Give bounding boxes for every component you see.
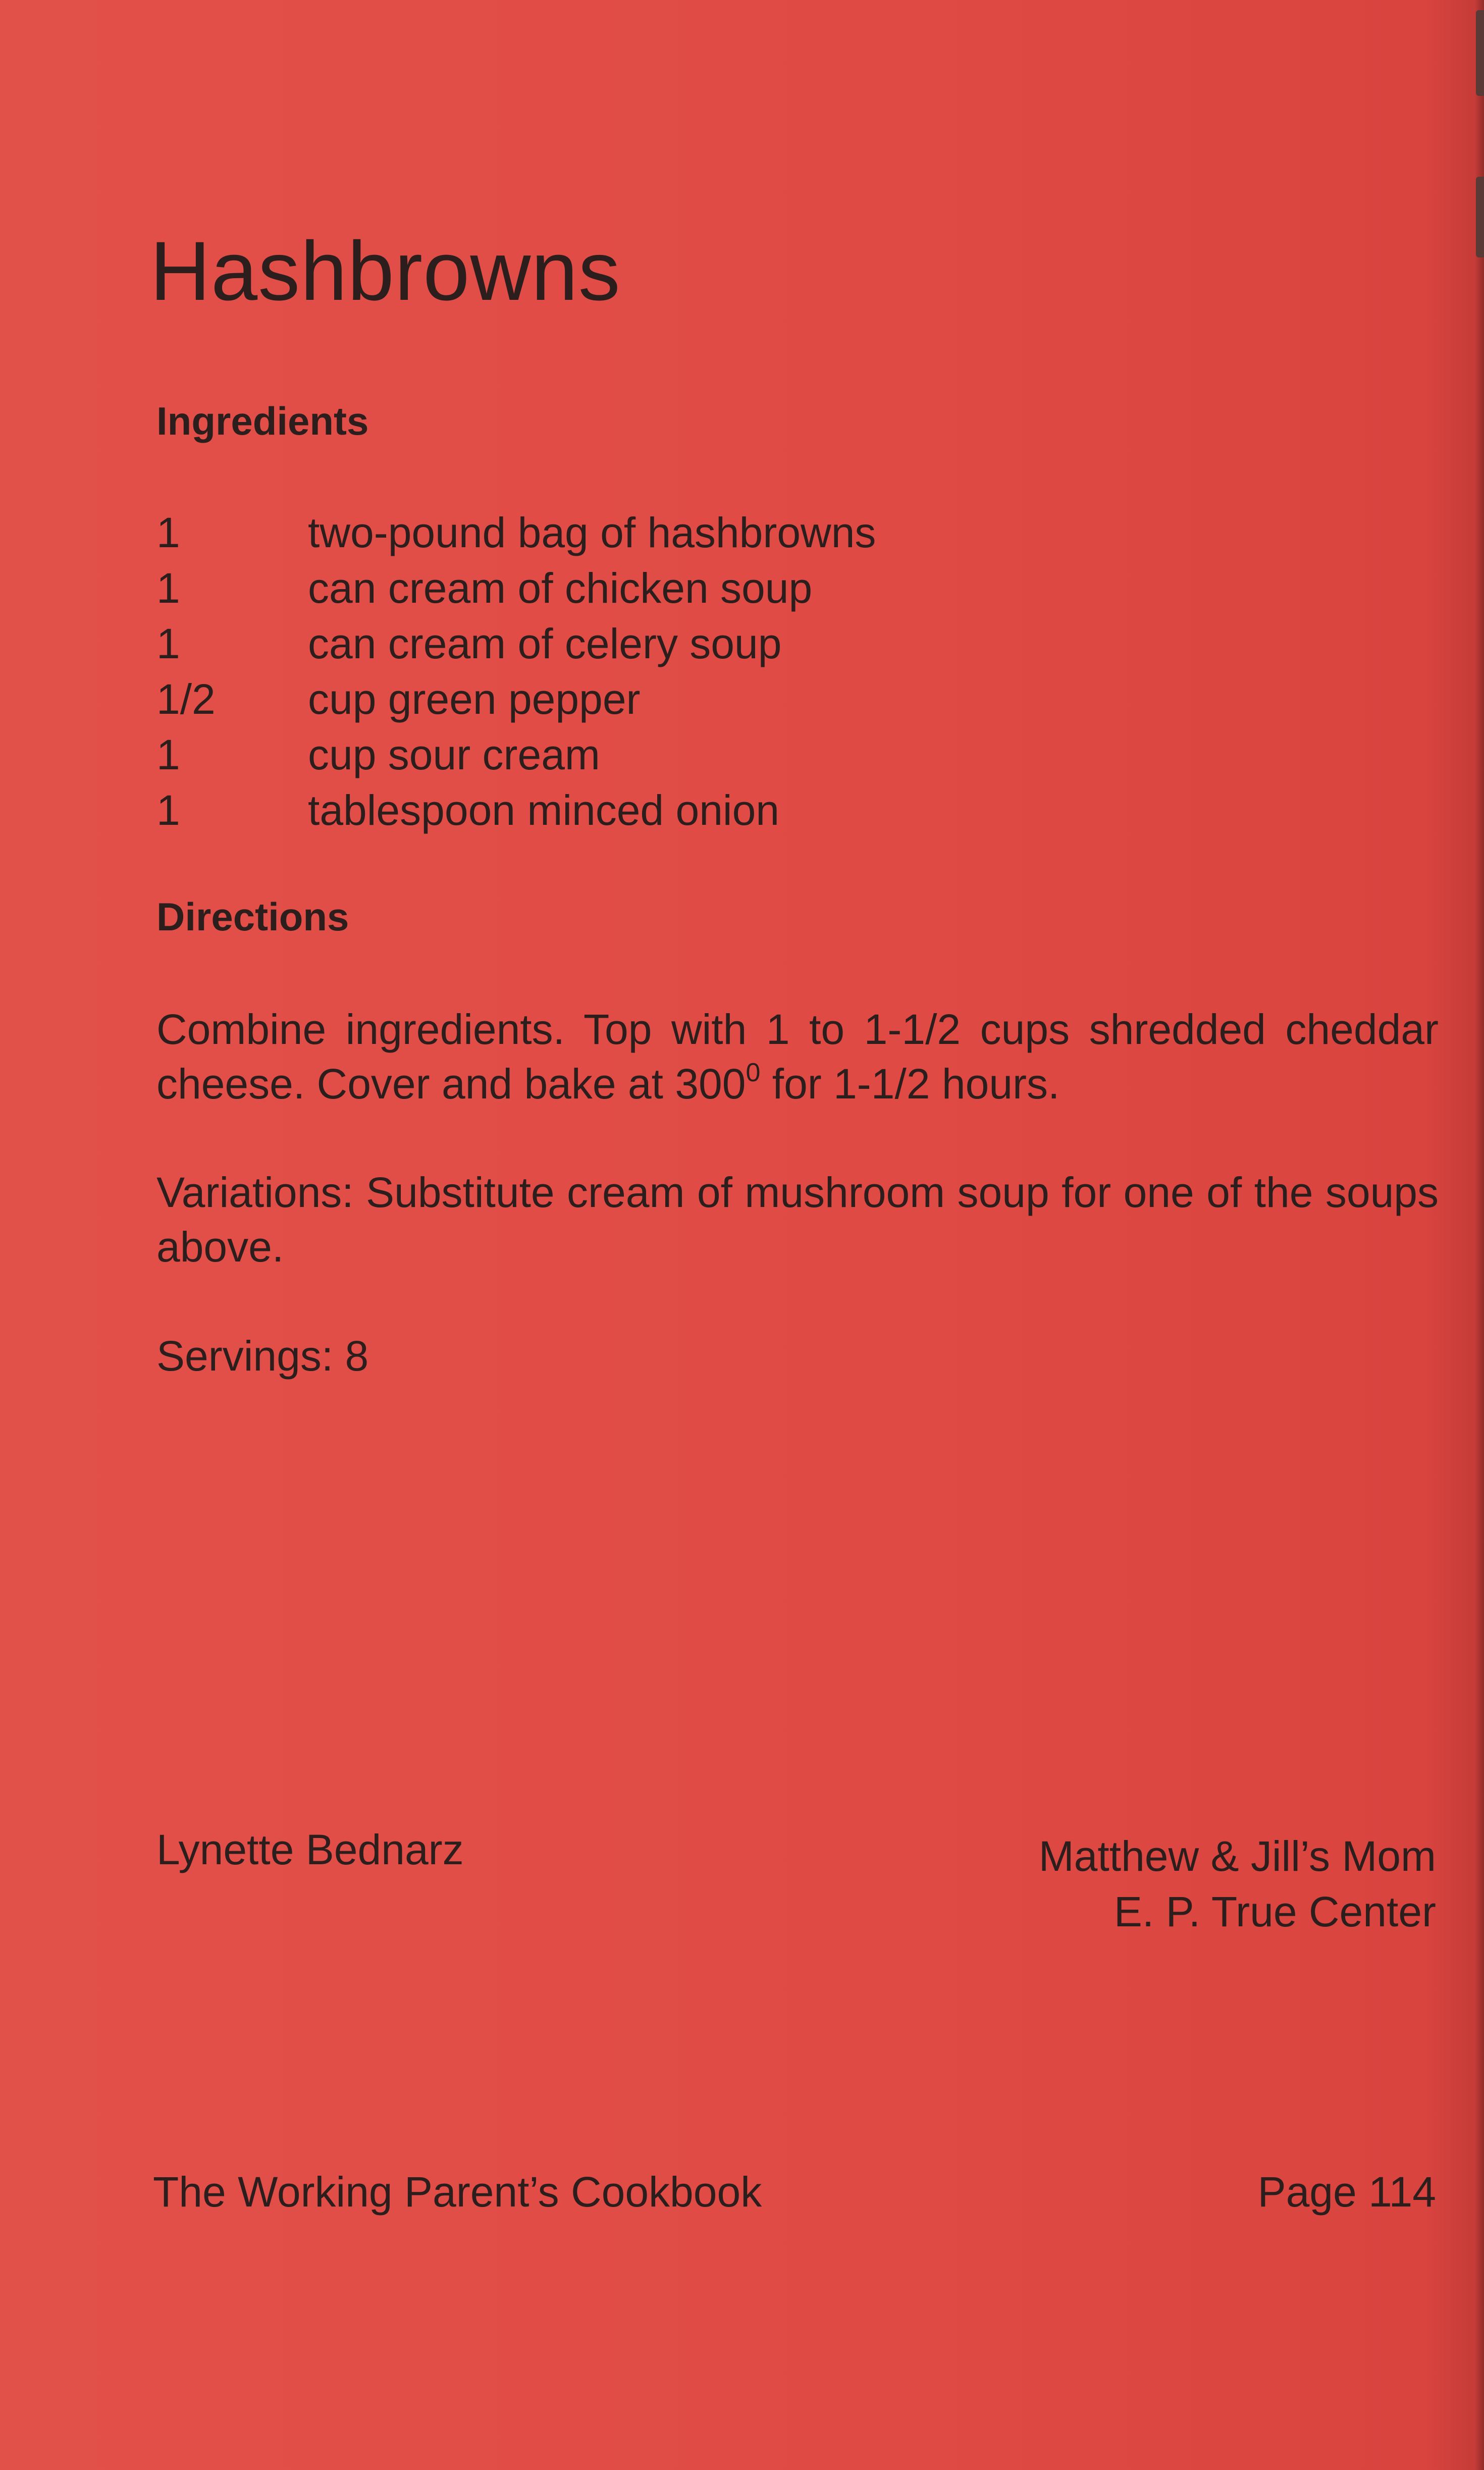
recipe-title: Hashbrowns xyxy=(150,225,621,318)
ingredient-item: two-pound bag of hashbrowns xyxy=(308,509,876,556)
ingredients-list xyxy=(156,505,876,838)
affiliation-line: E. P. True Center xyxy=(1114,1888,1436,1935)
ingredient-quantity: 1 xyxy=(156,509,180,556)
contributor-affiliation xyxy=(1039,1828,1436,1939)
page-number: Page 114 xyxy=(1257,2168,1436,2216)
ingredient-row xyxy=(156,505,876,560)
directions-text xyxy=(156,1002,1439,1111)
ingredient-row xyxy=(156,616,876,671)
ingredient-quantity: 1 xyxy=(156,564,180,612)
ingredient-quantity: 1 xyxy=(156,731,180,778)
directions-heading: Directions xyxy=(156,895,349,939)
binding-notch xyxy=(1476,10,1484,96)
ingredient-quantity: 1 xyxy=(156,786,180,834)
binding-notch xyxy=(1476,177,1484,257)
servings-text: Servings: 8 xyxy=(156,1332,369,1380)
ingredient-item: tablespoon minced onion xyxy=(308,786,780,834)
affiliation-line: Matthew & Jill’s Mom xyxy=(1038,1832,1436,1880)
directions-main: Combine ingredients. Top with 1 to 1-1/2 cups shredded cheddar cheese. Cover and bake at 300 xyxy=(156,1006,1439,1108)
ingredient-row xyxy=(156,671,876,727)
ingredient-row xyxy=(156,727,876,782)
ingredient-quantity: 1/2 xyxy=(156,675,216,723)
ingredient-row xyxy=(156,782,876,838)
binding-edge xyxy=(1475,0,1484,2470)
contributor-name: Lynette Bednarz xyxy=(156,1826,464,1873)
variations-text: Variations: Substitute cream of mushroom soup for one of the soups above. xyxy=(156,1169,1439,1271)
ingredients-heading: Ingredients xyxy=(156,399,369,443)
ingredient-quantity: 1 xyxy=(156,620,180,667)
ingredient-item: cup sour cream xyxy=(308,731,600,778)
directions-end: for 1-1/2 hours. xyxy=(760,1060,1060,1108)
ingredient-item: cup green pepper xyxy=(308,675,641,723)
ingredient-item: can cream of chicken soup xyxy=(308,564,813,612)
ingredient-item: can cream of celery soup xyxy=(308,620,782,667)
degree-mark: 0 xyxy=(746,1058,761,1087)
book-title: The Working Parent’s Cookbook xyxy=(153,2168,762,2216)
ingredient-row xyxy=(156,560,876,616)
